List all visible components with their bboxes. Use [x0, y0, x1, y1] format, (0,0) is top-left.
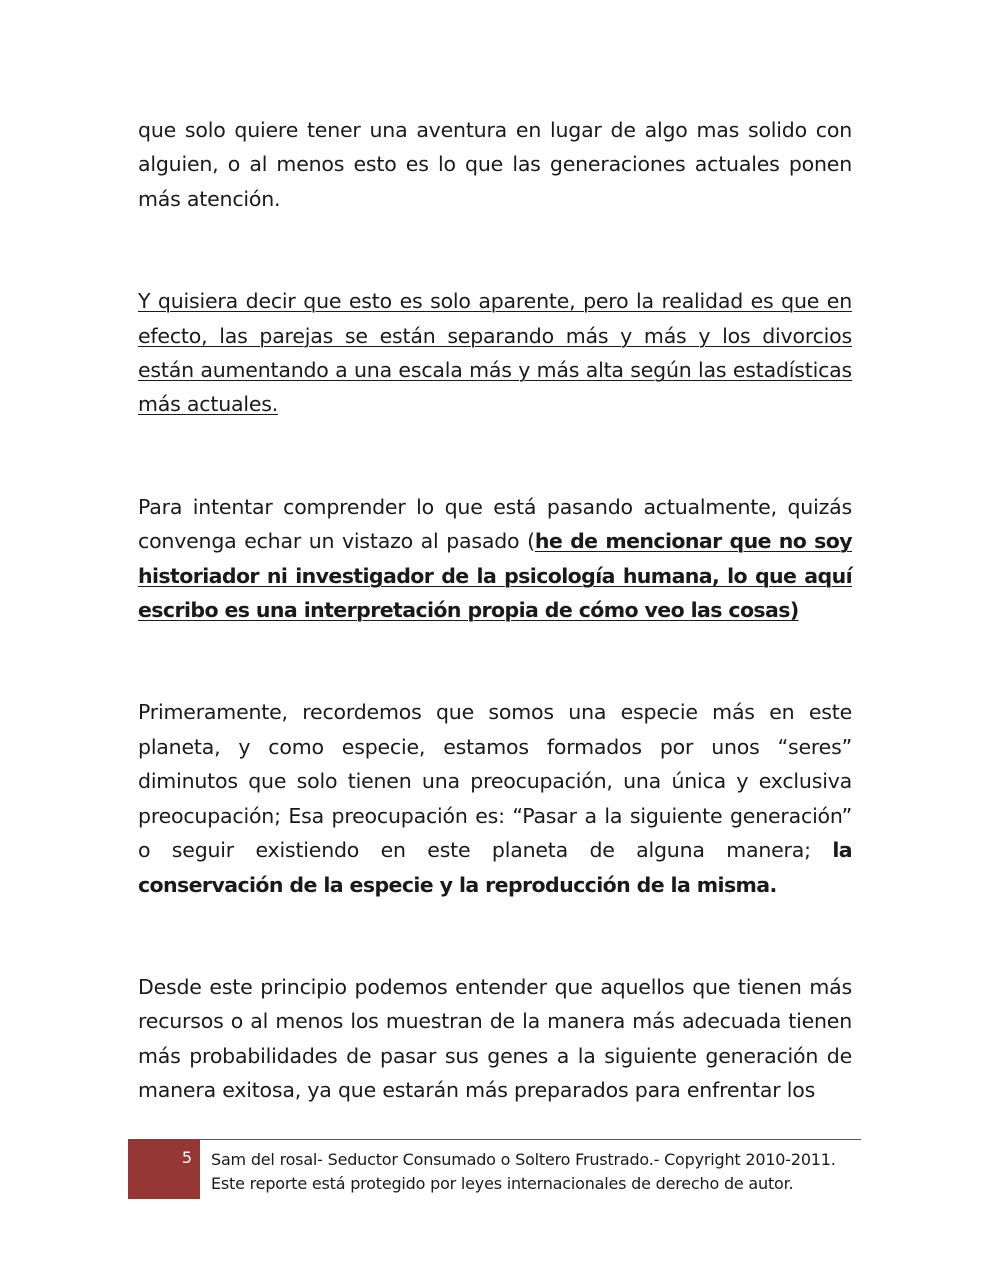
footer-notice-line: Este reporte está protegido por leyes internacionales de derecho de autor. [211, 1174, 794, 1193]
page-number-box [128, 1139, 200, 1199]
paragraph-3-text: Para intentar comprender lo que está pasando actualmente, quizás convenga echar un vistazo al pasado ( [138, 494, 852, 554]
paragraph-1-text: que solo quiere tener una aventura en lugar de algo mas solido con alguien, o al menos esto es lo que las generaciones actuales ponen más atención. [138, 118, 852, 211]
paragraph-5 [138, 970, 852, 1108]
footer-divider [200, 1139, 861, 1140]
paragraph-4-bold-text: la conservación de la especie y la reproducción de la misma. [138, 838, 852, 897]
page-number: 5 [181, 1148, 192, 1167]
paragraph-4 [138, 695, 852, 901]
paragraph-2 [138, 284, 852, 422]
paragraph-4-text: Primeramente, recordemos que somos una especie más en este planeta, y como especie, estamos formados por unos “seres” diminutos que solo tienen una preocupación, una única y exclusiva preocupación; Esa preocupación es: “Pasar a la siguiente generación” o seguir existiendo en este planeta de alguna manera; [138, 700, 852, 863]
footer-copyright-line: Sam del rosal- Seductor Consumado o Soltero Frustrado.- Copyright 2010-2011. [211, 1150, 836, 1169]
paragraph-5-text: Desde este principio podemos entender que aquellos que tienen más recursos o al menos los muestran de la manera más adecuada tienen más probabilidades de pasar sus genes a la siguiente generación de manera exitosa, ya que estarán más preparados para enfrentar los [138, 974, 852, 1103]
paragraph-2-underlined-text: Y quisiera decir que esto es solo aparente, pero la realidad es que en efecto, las parejas se están separando más y más y los divorcios están aumentando a una escala más y más alta según las estadísticas más actuales. [138, 289, 852, 417]
footer [211, 1148, 861, 1196]
document-body [138, 113, 852, 1176]
paragraph-3 [138, 490, 852, 628]
paragraph-3-bold-underlined-text: he de mencionar que no soy historiador ni investigador de la psicología humana, lo que aquí escribo es una interpretación propia de cómo veo las cosas) [138, 529, 852, 623]
paragraph-1 [138, 113, 852, 216]
